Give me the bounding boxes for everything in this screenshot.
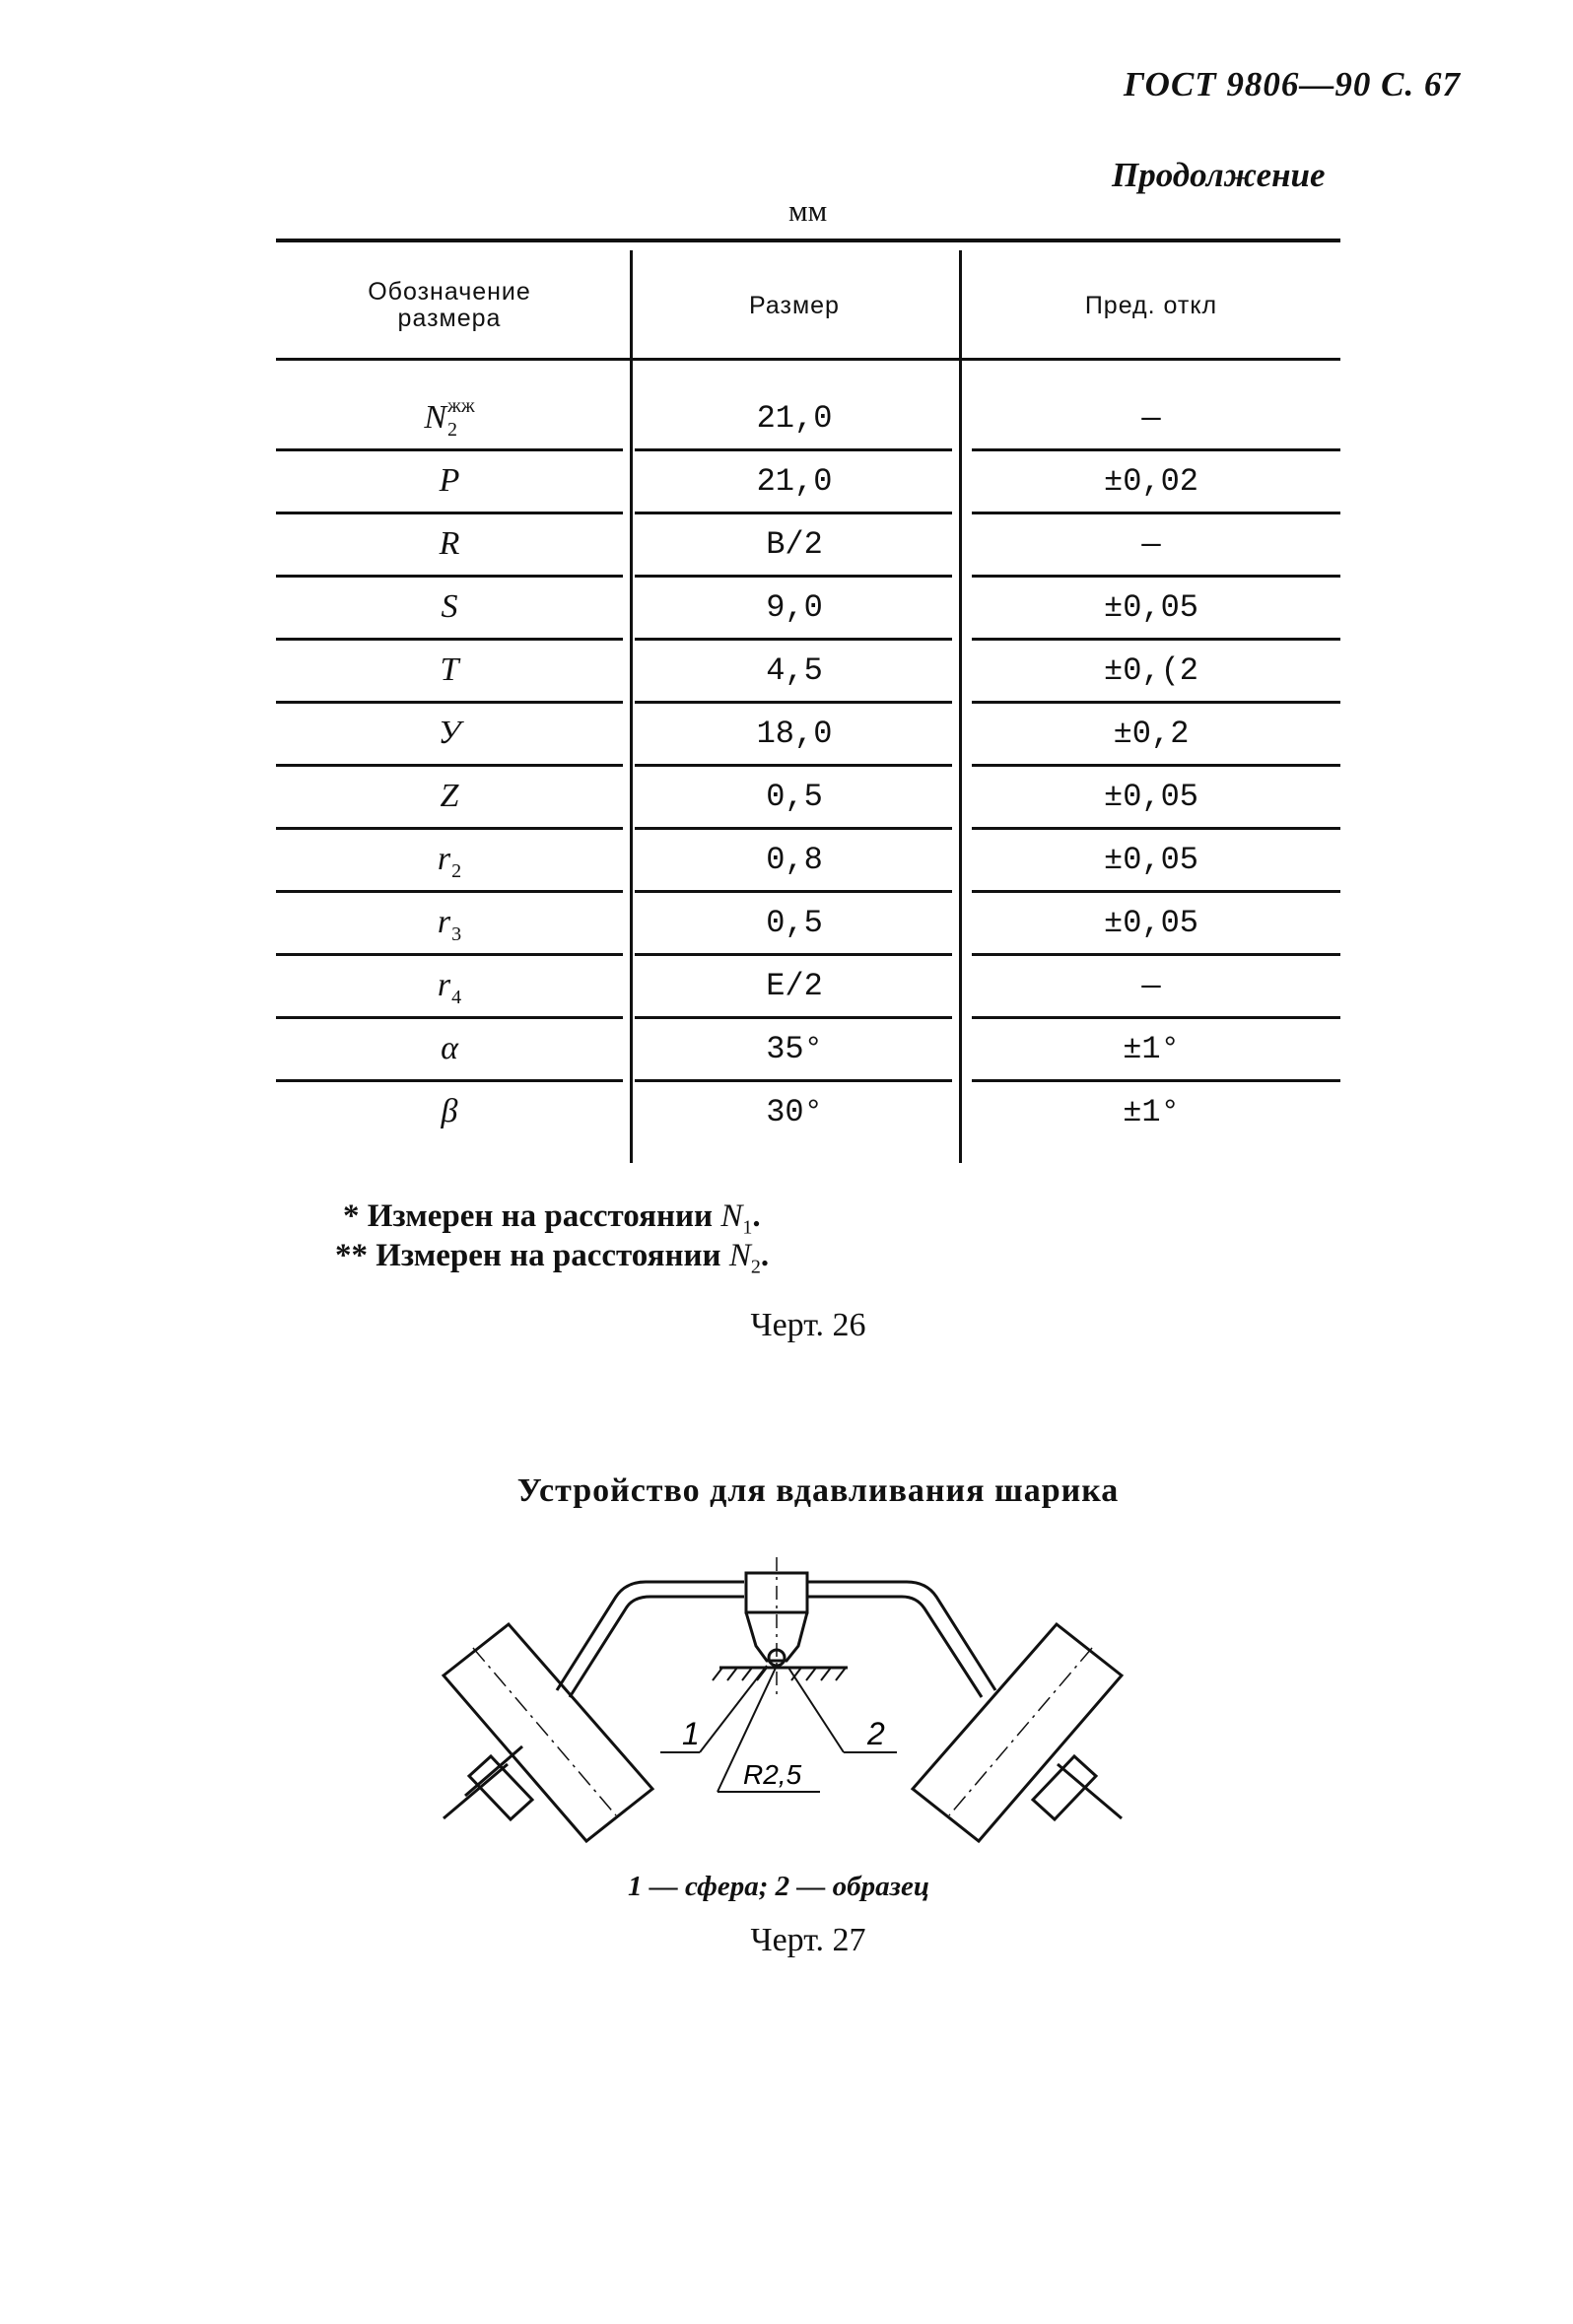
left-weight-block <box>444 1624 652 1841</box>
row-deviation-value: — <box>1141 399 1161 437</box>
document-reference: ГОСТ 9806—90 С. 67 <box>1124 65 1462 103</box>
dimensions-table <box>272 237 1340 1163</box>
row-size-value: 21,0 <box>756 462 833 500</box>
designation-subscript: 4 <box>451 987 462 1008</box>
ball-indentation-device-drawing <box>414 1538 1163 1863</box>
row-designation <box>272 1017 627 1080</box>
callout-label-1: 1 <box>682 1716 700 1751</box>
row-designation <box>272 449 627 513</box>
row-size-value: 18,0 <box>756 715 833 752</box>
footnote-1: * Измерен на расстоянии $N_1$. <box>343 1198 761 1239</box>
device-frame <box>557 1557 995 1697</box>
row-size-value: 0,5 <box>766 778 823 815</box>
row-designation <box>272 513 627 576</box>
designation-superscript <box>451 901 461 921</box>
designation-superscript <box>451 964 461 984</box>
footnote-2: ** Измерен на расстоянии $N_2$. <box>335 1238 770 1278</box>
callout-label-2: 2 <box>867 1716 885 1751</box>
footnote-subscript: 1 <box>742 1216 753 1239</box>
designation-superscript: жж <box>447 395 475 417</box>
designation-symbol: Z <box>440 778 459 814</box>
table-row <box>272 765 1340 828</box>
footnote-symbol: N <box>720 1198 743 1234</box>
row-designation <box>272 954 627 1017</box>
table-top-rule <box>276 239 1340 242</box>
table-row <box>272 702 1340 765</box>
row-designation <box>272 828 627 891</box>
row-size-value: 0,8 <box>766 841 823 878</box>
row-designation <box>272 576 627 639</box>
designation-symbol: r <box>437 841 451 877</box>
column-header-deviation: Пред. откл <box>1084 291 1218 319</box>
row-deviation-value: ±0,(2 <box>1103 651 1198 689</box>
row-deviation-value: ±1° <box>1123 1093 1180 1130</box>
row-size-value: 9,0 <box>766 588 823 626</box>
designation-symbol: β <box>441 1093 458 1129</box>
designation-subscript: 2 <box>447 419 458 441</box>
designation-symbol: У <box>438 715 461 751</box>
designation-subscript: 2 <box>451 860 462 882</box>
footnote-text: Измерен на расстоянии <box>367 1198 714 1234</box>
row-deviation-value: ±0,05 <box>1103 841 1198 878</box>
row-deviation-value: — <box>1141 967 1161 1004</box>
row-designation <box>272 891 627 954</box>
footnote-mark: ** <box>335 1238 368 1273</box>
table-row <box>272 828 1340 891</box>
table-row <box>272 891 1340 954</box>
figure-27-title: Устройство для вдавливания шарика <box>516 1472 1120 1509</box>
table-row <box>272 513 1340 576</box>
row-designation <box>272 1080 627 1143</box>
table-row <box>272 576 1340 639</box>
figure-27-caption: Черт. 27 <box>750 1922 866 1958</box>
designation-symbol: r <box>437 967 451 1003</box>
continuation-label: Продолжение <box>1112 156 1326 194</box>
footnote-text: Измерен на расстоянии <box>376 1238 721 1273</box>
footnote-mark: * <box>343 1198 360 1234</box>
row-size-value: E/2 <box>766 967 823 1004</box>
row-designation <box>272 639 627 702</box>
table-header-rule <box>276 358 1340 361</box>
row-deviation-value: ±0,02 <box>1103 462 1198 500</box>
table-row <box>272 954 1340 1017</box>
footnote-subscript: 2 <box>750 1256 761 1278</box>
row-size-value: 35° <box>766 1030 823 1067</box>
designation-symbol: N <box>424 399 447 436</box>
units-label: мм <box>788 193 828 228</box>
table-row <box>272 1017 1340 1080</box>
table-row <box>272 386 1340 449</box>
radius-label: R2,5 <box>743 1759 802 1790</box>
row-size-value: 4,5 <box>766 651 823 689</box>
table-row <box>272 639 1340 702</box>
figure-27-legend: 1 — сфера; 2 — образец <box>628 1871 929 1902</box>
row-designation <box>272 765 627 828</box>
footnote-symbol: N <box>728 1238 751 1273</box>
row-size-value: 21,0 <box>756 399 833 437</box>
column-header-designation: Обозначение размера <box>368 278 531 332</box>
designation-subscript: 3 <box>451 923 462 945</box>
designation-symbol: R <box>439 525 460 562</box>
figure-26-caption: Черт. 26 <box>750 1307 866 1343</box>
row-deviation-value: ±0,05 <box>1103 588 1198 626</box>
column-header-size: Размер <box>749 291 840 319</box>
designation-symbol: r <box>437 904 451 940</box>
row-size-value: 30° <box>766 1093 823 1130</box>
row-size-value: B/2 <box>766 525 823 563</box>
designation-symbol: T <box>440 651 459 688</box>
table-row <box>272 1080 1340 1143</box>
row-designation <box>272 386 627 449</box>
row-deviation-value: ±0,05 <box>1103 904 1198 941</box>
row-designation <box>272 702 627 765</box>
designation-symbol: S <box>441 588 458 625</box>
designation-symbol: α <box>441 1030 458 1066</box>
row-size-value: 0,5 <box>766 904 823 941</box>
row-deviation-value: ±1° <box>1123 1030 1180 1067</box>
designation-superscript <box>451 838 461 857</box>
right-weight-block <box>913 1624 1122 1841</box>
row-deviation-value: ±0,05 <box>1103 778 1198 815</box>
row-deviation-value: ±0,2 <box>1113 715 1190 752</box>
table-row <box>272 449 1340 513</box>
row-deviation-value: — <box>1141 525 1161 563</box>
designation-symbol: P <box>439 462 460 499</box>
